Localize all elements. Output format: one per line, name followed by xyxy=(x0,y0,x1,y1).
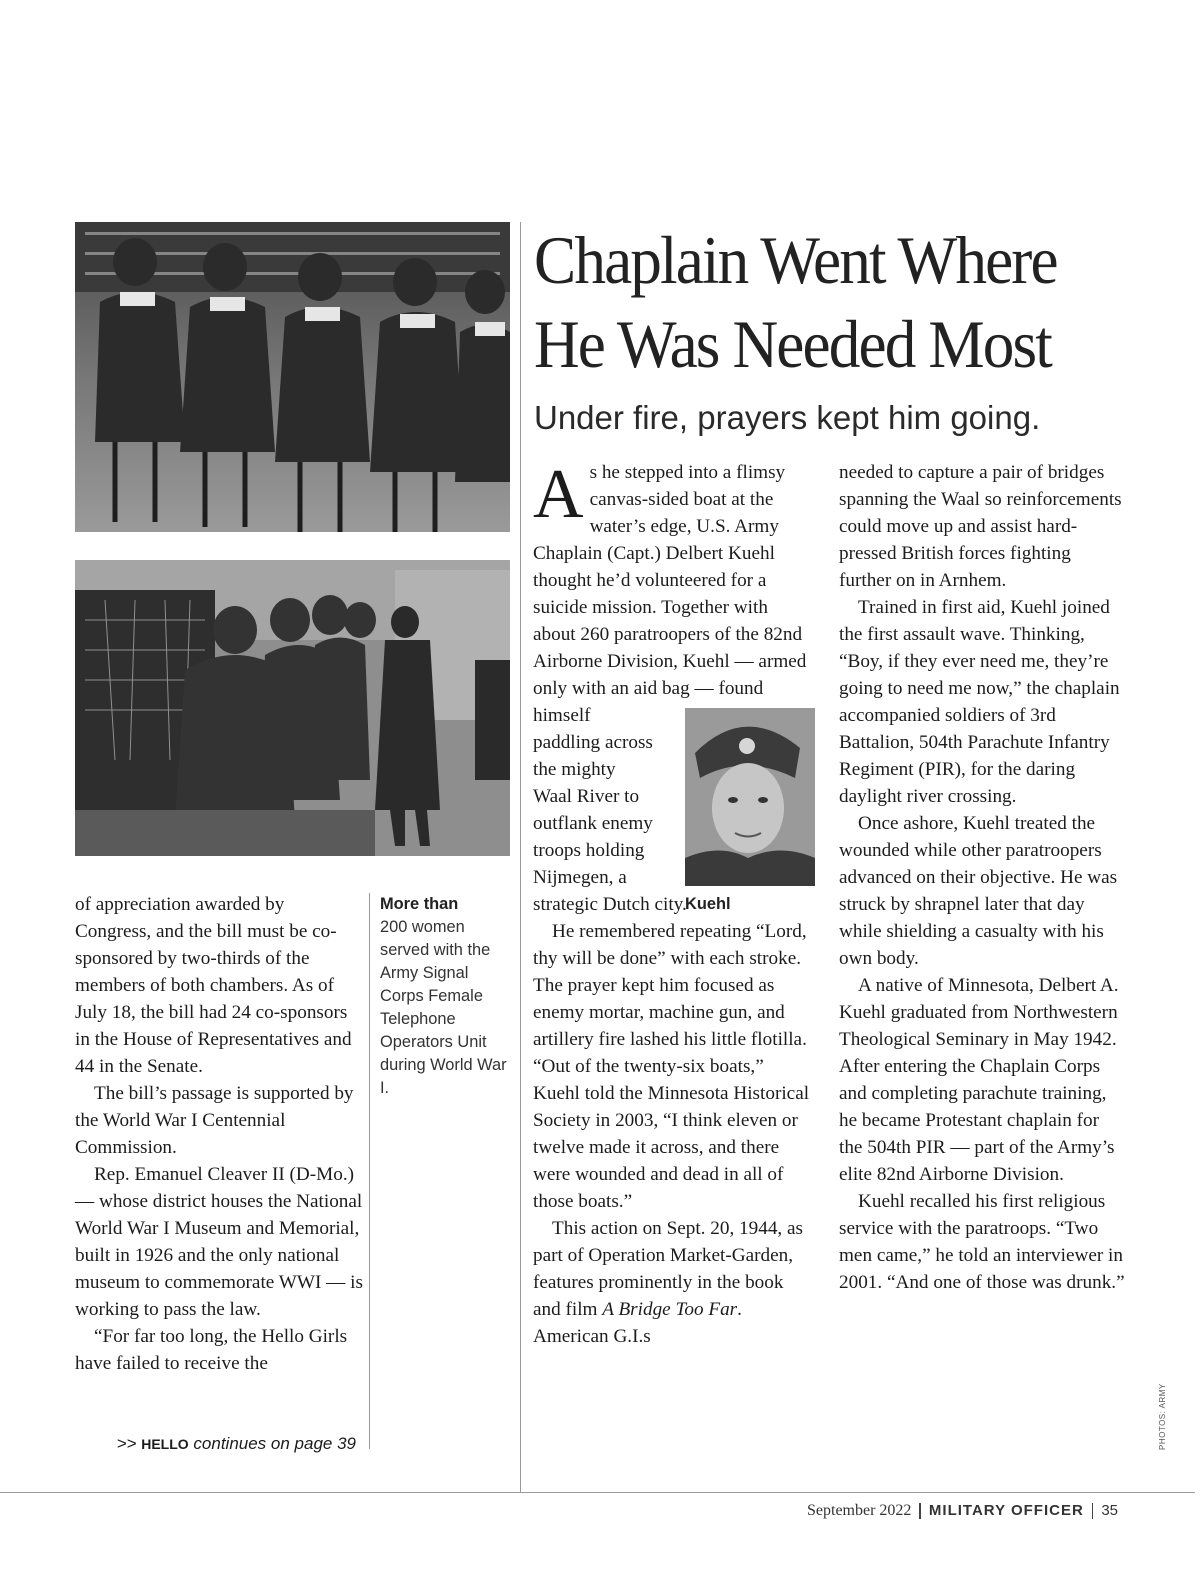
headline-line-2: He Was Needed Most xyxy=(534,306,1052,382)
article-deck: Under fire, prayers kept him going. xyxy=(534,399,1041,436)
paragraph-3-start: This action on Sept. 20, 1944, as part of Operation Market-Garden, features prominently in the book and film xyxy=(533,1218,804,1320)
drop-cap: A xyxy=(533,456,584,533)
page-number: 35 xyxy=(1101,1502,1118,1519)
left-paragraph-4: “For far too long, the Hello Girls have failed to receive the xyxy=(75,1326,348,1374)
headline-line-1: Chaplain Went Where xyxy=(534,222,1057,298)
left-paragraph-3: Rep. Emanuel Cleaver II (D-Mo.) — whose district houses the National World War I Museum and Memorial, built in 1926 and the only national museum to commemorate WWI — is working to pass the law. xyxy=(75,1164,363,1320)
paragraph-3-end: . American G.I.s xyxy=(533,1299,742,1347)
article-paragraph-7: A native of Minnesota, Delbert A. Kuehl graduated from Northwestern Theological Seminary in May 1942. After entering the Chaplain Corps and completing parachute training, he became Protestant chaplain for the 504th PIR — part of the Army’s elite 82nd Airborne Division. xyxy=(839,975,1119,1185)
article-headline xyxy=(534,218,1092,386)
folio-divider xyxy=(1092,1503,1094,1519)
left-column xyxy=(75,891,363,1377)
footer-rule xyxy=(0,1492,1195,1493)
article-paragraph-1: s he stepped into a flimsy canvas-sided boat at the water’s edge, U.S. Army Chaplain (Capt.) Delbert Kuehl thought he’d volunteered for a suicide mission. Together with about 260 paratroopers of the 82nd Airborne Division, Kuehl — armed only with an aid bag — found himself paddling across the mighty Waal River to outflank enemy troops holding Nijmegen, a strategic Dutch city. xyxy=(533,462,807,915)
article-paragraph-6: Once ashore, Kuehl treated the wounded while other paratroopers advanced on their objective. He was struck by shrapnel later that day while shielding a casualty with his own body. xyxy=(839,813,1118,969)
caption-lead: More than xyxy=(380,895,459,913)
left-paragraph-2: The bill’s passage is supported by the World War I Centennial Commission. xyxy=(75,1083,354,1158)
article-paragraph-8: Kuehl recalled his first religious service with the paratroops. “Two men came,” he told an interviewer in 2001. “And one of those was drunk.” xyxy=(839,1191,1125,1293)
jump-text: continues on page 39 xyxy=(193,1434,356,1453)
article-paragraph-5: Trained in first aid, Kuehl joined the first assault wave. Thinking, “Boy, if they ever need me, they’re going to need me now,” the chaplain accompanied soldiers of 3rd Battalion, 504th Parachute Infantry Regiment (PIR), for the daring daylight river crossing. xyxy=(839,597,1120,807)
caption-text: 200 women served with the Army Signal Corps Female Telephone Operators Unit during World War I. xyxy=(380,918,507,1097)
issue-date: September 2022 xyxy=(807,1502,912,1519)
folio-divider xyxy=(919,1503,921,1519)
magazine-name: MILITARY OFFICER xyxy=(928,1502,1084,1519)
article-paragraph-4: needed to capture a pair of bridges spanning the Waal so reinforcements could move up and assist hard-pressed British forces fighting further on in Arnhem. xyxy=(839,462,1122,591)
column-rule-left xyxy=(369,893,370,1449)
continuation-jump-line[interactable] xyxy=(117,1432,356,1456)
jump-arrows: >> xyxy=(116,1434,137,1453)
photo-credit: PHOTOS: ARMY xyxy=(1158,1383,1167,1450)
column-rule-center xyxy=(520,222,521,1492)
portrait-label: Kuehl xyxy=(685,895,731,913)
article-column-2 xyxy=(839,459,1127,1296)
article-paragraph-3 xyxy=(533,1215,811,1350)
left-paragraph-1: of appreciation awarded by Congress, and the bill must be co-sponsored by two-thirds of the members of both chambers. As of July 18, the bill had 24 co-sponsors in the House of Representatives and 44 in the Senate. xyxy=(75,894,352,1077)
jump-keyword: HELLO xyxy=(141,1436,189,1452)
book-title: A Bridge Too Far xyxy=(602,1299,738,1320)
switchboard-operators-photo-top xyxy=(75,222,510,532)
article-column-1 xyxy=(533,456,811,1350)
switchboard-operators-photo-middle xyxy=(75,560,510,856)
article-paragraph-2: He remembered repeating “Lord, thy will be done” with each stroke. The prayer kept him focused as enemy mortar, machine gun, and artillery fire lashed his little flotilla. “Out of the twenty-six boats,” Kuehl told the Minnesota Historical Society in 2003, “I think eleven or twelve made it across, and there were wounded and dead in all of those boats.” xyxy=(533,921,810,1212)
photo-caption xyxy=(380,893,510,1100)
page-folio xyxy=(807,1497,1118,1525)
